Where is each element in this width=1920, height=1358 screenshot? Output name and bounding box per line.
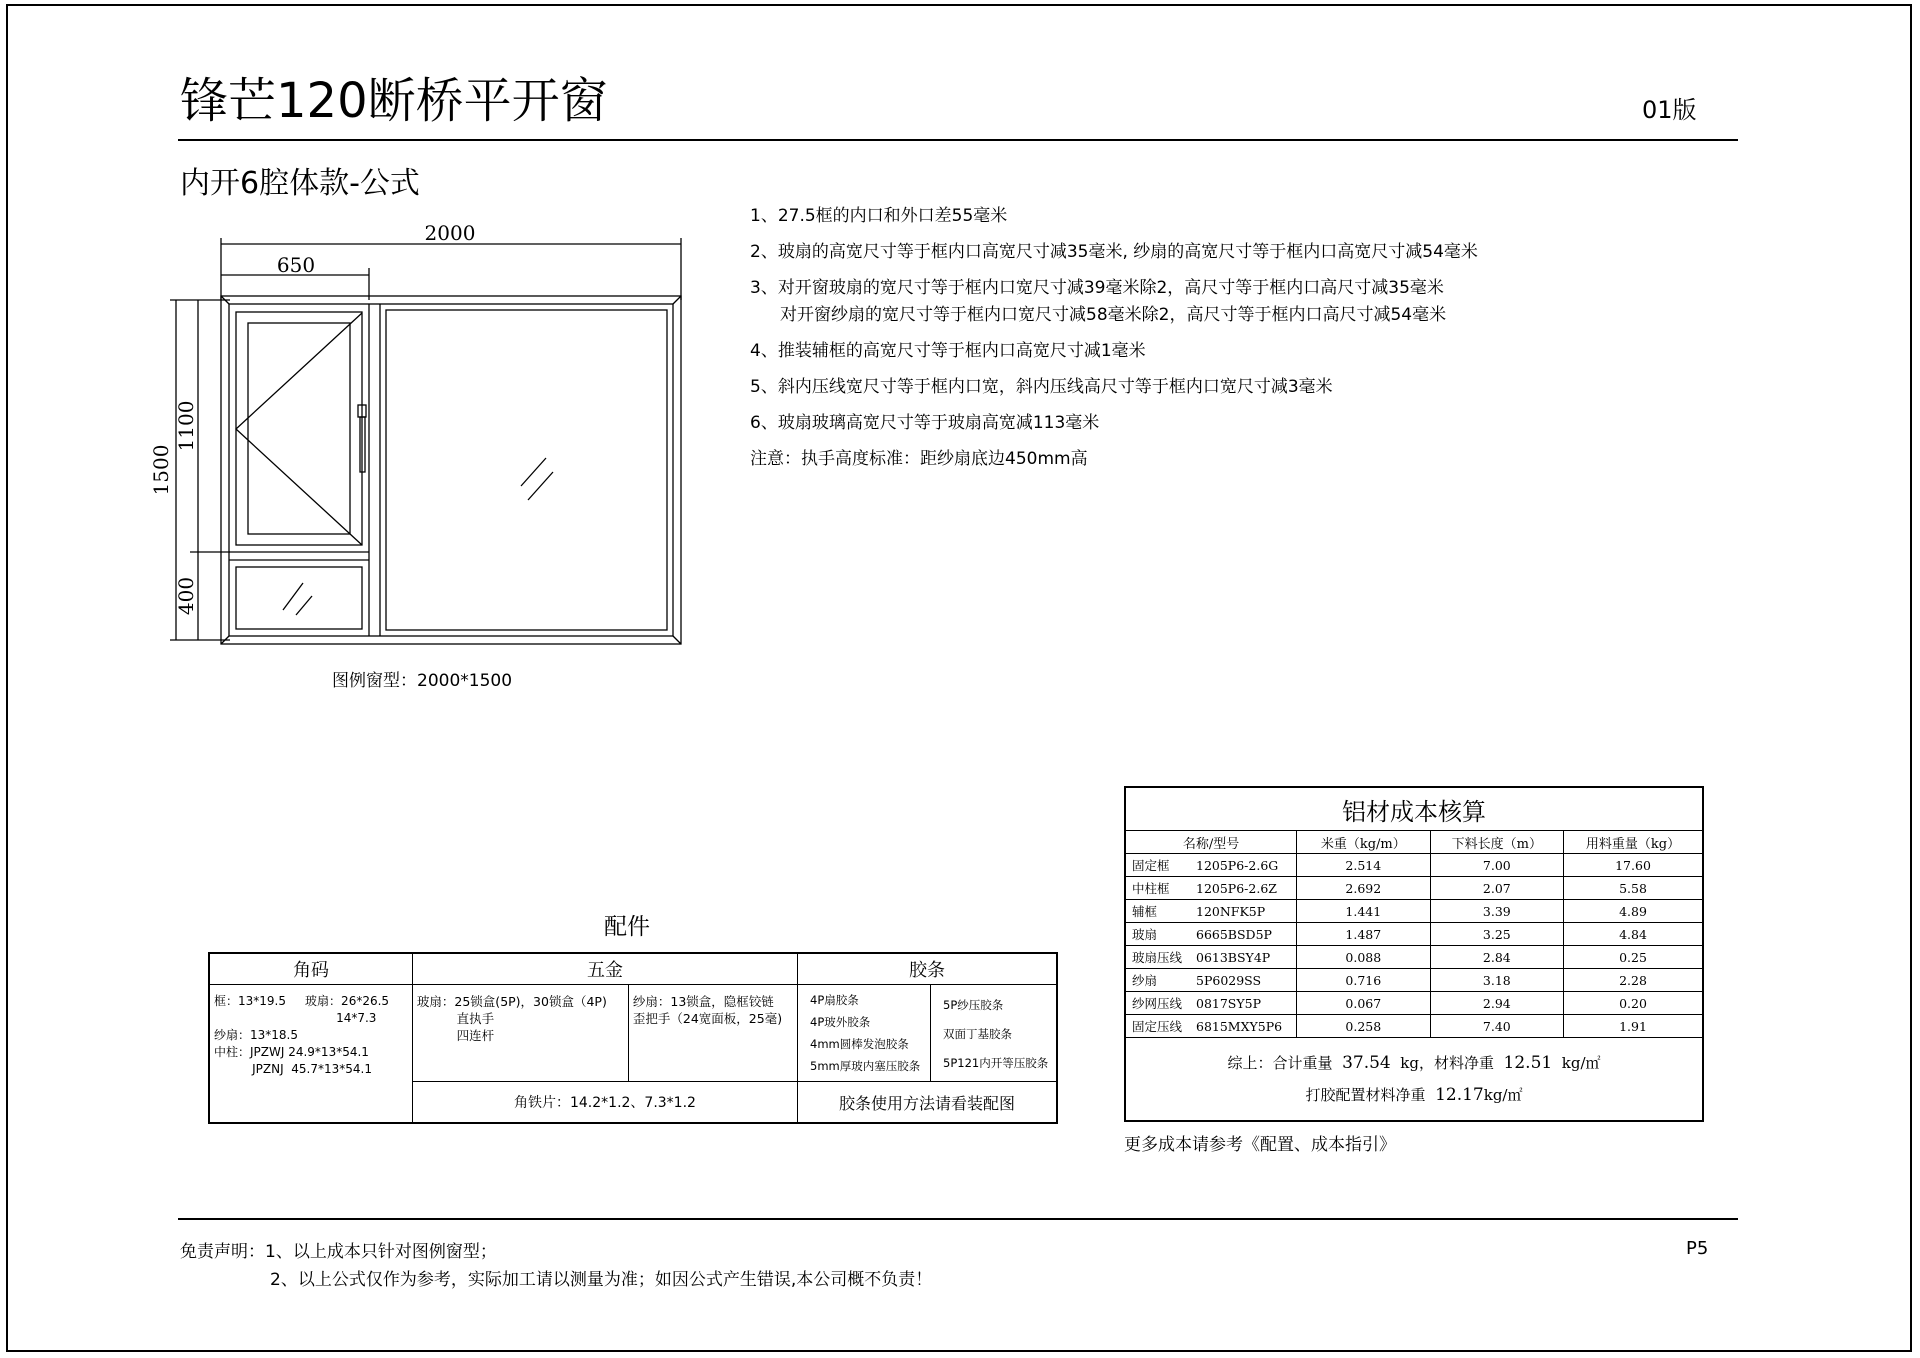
sash-frame xyxy=(236,312,362,545)
header-divider xyxy=(178,139,1738,141)
profile-model: 120NFK5P xyxy=(1196,904,1266,919)
total-weight: 37.54 xyxy=(1342,1053,1391,1073)
meter-weight: 0.716 xyxy=(1297,969,1431,992)
material-weight: 0.20 xyxy=(1564,992,1703,1015)
material-weight: 0.25 xyxy=(1564,946,1703,969)
note-item: 3、对开窗玻扇的宽尺寸等于框内口宽尺寸减39毫米除2，高尺寸等于框内口高尺寸减35毫米 xyxy=(750,278,1444,298)
cost-header-total: 用料重量（kg） xyxy=(1564,831,1703,854)
meter-weight: 2.692 xyxy=(1297,877,1431,900)
note-item: 5、斜内压线宽尺寸等于框内口宽，斜内压线高尺寸等于框内口宽尺寸减3毫米 xyxy=(750,377,1333,397)
hardware-footer: 角铁片：14.2*1.2、7.3*1.2 xyxy=(412,1082,797,1124)
table-row xyxy=(1125,854,1703,877)
glue-unit: kg/㎡ xyxy=(1483,1086,1523,1104)
glue-item: 双面丁基胶条 xyxy=(943,1027,1013,1041)
profile-name: 纱扇 xyxy=(1132,973,1158,988)
table-row xyxy=(1125,1015,1703,1038)
note-item: 1、27.5框的内口和外口差55毫米 xyxy=(750,206,1008,226)
page-title: 锋芒120断桥平开窗 xyxy=(180,73,608,129)
corner-cell xyxy=(209,985,412,1124)
cut-length: 2.94 xyxy=(1430,992,1563,1015)
glue-item: 5P纱压胶条 xyxy=(943,998,1004,1012)
glue-item: 5P121内开等压胶条 xyxy=(943,1056,1049,1070)
page-subtitle: 内开6腔体款-公式 xyxy=(180,166,420,201)
window-drawing xyxy=(140,215,700,655)
profile-name: 玻扇 xyxy=(1132,927,1158,942)
dim-total-height: 1500 xyxy=(149,444,173,496)
unit-kg: kg，材料净重 xyxy=(1400,1054,1494,1072)
cut-length: 3.39 xyxy=(1430,900,1563,923)
meter-weight: 0.258 xyxy=(1297,1015,1431,1038)
summary-prefix: 综上：合计重量 xyxy=(1227,1054,1333,1072)
footer-divider xyxy=(178,1218,1738,1220)
glue-list-left xyxy=(798,985,931,1081)
opening-indicator xyxy=(236,313,362,545)
disclaimer-line: 免责声明：1、以上成本只针对图例窗型； xyxy=(180,1242,497,1262)
fittings-header-corner: 角码 xyxy=(209,953,412,985)
glue-item: 5mm厚玻内塞压胶条 xyxy=(810,1059,921,1073)
profile-name: 辅框 xyxy=(1132,904,1158,919)
cost-summary xyxy=(1125,1038,1703,1122)
net-weight: 12.51 xyxy=(1503,1053,1553,1073)
table-row xyxy=(1125,969,1703,992)
profile-name: 纱网压线 xyxy=(1132,996,1183,1011)
unit-kgm2: kg/㎡ xyxy=(1561,1054,1601,1072)
cost-title: 铝材成本核算 xyxy=(1125,787,1703,831)
cut-length: 7.00 xyxy=(1430,854,1563,877)
dim-sash-width: 650 xyxy=(276,253,316,277)
cut-length: 2.07 xyxy=(1430,877,1563,900)
cost-header-name: 名称/型号 xyxy=(1125,831,1297,854)
outer-frame xyxy=(221,296,681,644)
profile-model: 6665BSD5P xyxy=(1196,927,1272,942)
profile-model: 6815MXY5P6 xyxy=(1196,1019,1283,1034)
profile-model: 0613BSY4P xyxy=(1196,950,1271,965)
material-weight: 4.84 xyxy=(1564,923,1703,946)
cost-header-length: 下料长度（m） xyxy=(1430,831,1563,854)
cut-length: 2.84 xyxy=(1430,946,1563,969)
note-item: 6、玻扇玻璃高宽尺寸等于玻扇高宽减113毫米 xyxy=(750,413,1100,433)
formula-notes xyxy=(750,198,1478,477)
profile-name: 固定框 xyxy=(1132,858,1170,873)
profile-model: 5P6029SS xyxy=(1196,973,1262,988)
lower-fixed-pane xyxy=(236,567,362,629)
more-cost-reference: 更多成本请参考《配置、成本指引》 xyxy=(1124,1135,1396,1155)
corner-text: 框：13*19.5 玻扇：26*26.5 14*7.3 纱扇：13*18.5 中柱：JPZWJ 24.9*13*54.1 JPZNJ 45.7*13*54.1 xyxy=(214,994,390,1076)
glue-cell xyxy=(798,985,1057,1082)
profile-name: 中柱框 xyxy=(1132,881,1170,896)
note-item: 4、推装辅框的高宽尺寸等于框内口高宽尺寸减1毫米 xyxy=(750,341,1146,361)
disclaimer xyxy=(180,1238,932,1294)
hardware-screen-sash: 纱扇：13锁盒，隐框铰链 歪把手（24宽面板，25毫) xyxy=(632,994,783,1026)
meter-weight: 0.067 xyxy=(1297,992,1431,1015)
note-item: 对开窗纱扇的宽尺寸等于框内口宽尺寸减58毫米除2，高尺寸等于框内口高尺寸减54毫米 xyxy=(780,305,1447,325)
material-weight: 1.91 xyxy=(1564,1015,1703,1038)
page-number: P5 xyxy=(1686,1238,1709,1259)
profile-name: 玻扇压线 xyxy=(1132,950,1183,965)
meter-weight: 2.514 xyxy=(1297,854,1431,877)
dim-total-width: 2000 xyxy=(424,221,476,245)
table-row xyxy=(1125,923,1703,946)
table-row xyxy=(1125,992,1703,1015)
cut-length: 3.18 xyxy=(1430,969,1563,992)
dim-lower-height: 400 xyxy=(174,576,198,616)
dim-upper-height: 1100 xyxy=(174,400,198,452)
note-item: 2、玻扇的高宽尺寸等于框内口高宽尺寸减35毫米, 纱扇的高宽尺寸等于框内口高宽尺寸减54毫米 xyxy=(750,242,1478,262)
glue-prefix: 打胶配置材料净重 xyxy=(1305,1086,1426,1104)
material-weight: 4.89 xyxy=(1564,900,1703,923)
fittings-header-glue: 胶条 xyxy=(798,953,1057,985)
glue-item: 4P扇胶条 xyxy=(810,993,859,1007)
profile-model: 1205P6-2.6Z xyxy=(1196,881,1277,896)
glue-footer: 胶条使用方法请看装配图 xyxy=(798,1082,1057,1124)
glue-item: 4mm圆棒发泡胶条 xyxy=(810,1037,909,1051)
hardware-glass-sash: 玻扇：25锁盒(5P)，30锁盒（4P) 直执手 四连杆 xyxy=(416,994,607,1043)
table-row xyxy=(1125,946,1703,969)
meter-weight: 1.487 xyxy=(1297,923,1431,946)
material-weight: 17.60 xyxy=(1564,854,1703,877)
right-fixed-pane xyxy=(386,310,667,630)
glue-item: 4P玻外胶条 xyxy=(810,1015,871,1029)
table-row xyxy=(1125,877,1703,900)
fittings-title: 配件 xyxy=(604,914,650,940)
note-attention: 注意：执手高度标准：距纱扇底边450mm高 xyxy=(750,449,1088,469)
profile-model: 0817SY5P xyxy=(1196,996,1261,1011)
glue-list-right xyxy=(931,985,1056,1081)
figure-caption: 图例窗型：2000*1500 xyxy=(332,671,513,691)
material-weight: 2.28 xyxy=(1564,969,1703,992)
hardware-cell xyxy=(412,985,797,1082)
meter-weight: 0.088 xyxy=(1297,946,1431,969)
profile-model: 1205P6-2.6G xyxy=(1196,858,1279,873)
summary-line-total xyxy=(1126,1047,1702,1079)
fittings-table xyxy=(208,952,1058,1124)
summary-line-glue xyxy=(1126,1079,1702,1111)
meter-weight: 1.441 xyxy=(1297,900,1431,923)
fittings-header-hardware: 五金 xyxy=(412,953,797,985)
profile-name: 固定压线 xyxy=(1132,1019,1183,1034)
cut-length: 3.25 xyxy=(1430,923,1563,946)
table-row xyxy=(1125,900,1703,923)
cost-table xyxy=(1124,786,1704,1122)
disclaimer-line: 2、以上公式仅作为参考，实际加工请以测量为准；如因公式产生错误,本公司概不负责！ xyxy=(270,1270,933,1290)
material-weight: 5.58 xyxy=(1564,877,1703,900)
cost-header-weight: 米重（kg/m） xyxy=(1297,831,1431,854)
cut-length: 7.40 xyxy=(1430,1015,1563,1038)
glue-net-weight: 12.17 xyxy=(1435,1085,1484,1105)
edition-label: 01版 xyxy=(1642,96,1697,124)
